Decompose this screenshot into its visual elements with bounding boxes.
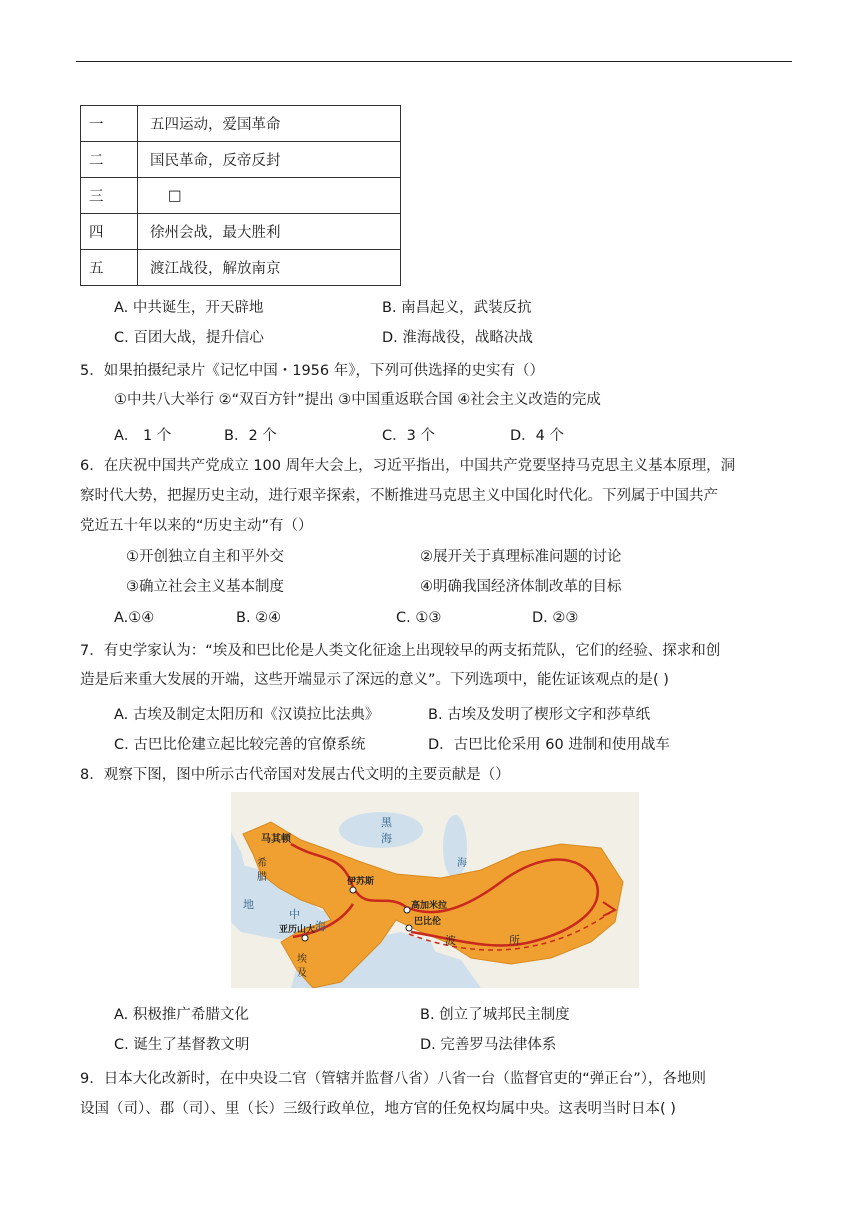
label-mediterranean-3: 海	[315, 920, 326, 933]
q7-stem-line2: 造是后来重大发展的开端，这些开端显示了深远的意义”。下列选项中，能佐证该观点的是( )	[80, 672, 669, 688]
label-egypt-1: 埃	[297, 954, 307, 965]
q7-option-c[interactable]: C. 古巴比伦建立起比较完善的官僚系统	[114, 737, 366, 753]
table-row	[81, 214, 401, 250]
label-babylon: 巴比伦	[414, 917, 442, 927]
q7-option-b[interactable]: B. 古埃及发明了楔形文字和莎草纸	[428, 707, 651, 723]
q6-option-b[interactable]: B. ②④	[236, 610, 282, 626]
table-row	[81, 178, 401, 214]
alexander-empire-map	[231, 792, 639, 988]
q4-option-d[interactable]: D. 淮海战役，战略决战	[382, 330, 533, 346]
label-black-2: 海	[381, 832, 392, 845]
label-egypt-2: 及	[297, 968, 307, 979]
label-persia-2: 所	[509, 934, 520, 947]
q5-option-d[interactable]: D．4 个	[510, 428, 564, 444]
label-mediterranean-1: 地	[243, 898, 254, 911]
q5-option-a[interactable]: A． 1 个	[114, 428, 172, 444]
q9-stem-line2: 设国（司）、郡（司）、里（长）三级行政单位，地方官的任免权均属中央。这表明当时日本( )	[80, 1101, 676, 1117]
q7-option-a[interactable]: A. 古埃及制定太阳历和《汉谟拉比法典》	[114, 707, 380, 723]
table-row-text: □	[138, 178, 401, 214]
q8-option-a[interactable]: A. 积极推广希腊文化	[114, 1007, 249, 1023]
q7-option-d[interactable]: D．古巴比伦采用 60 进制和使用战车	[428, 737, 670, 753]
table-row	[81, 142, 401, 178]
q4-option-b[interactable]: B. 南昌起义，武装反抗	[382, 300, 532, 316]
q8-option-c[interactable]: C. 诞生了基督教文明	[114, 1037, 250, 1053]
q7-stem-line1: 7．有史学家认为：“埃及和巴比伦是人类文化征途上出现较早的两支拓荒队，它们的经验、探求和创	[80, 643, 721, 659]
q6-stem-line1: 6．在庆祝中国共产党成立 100 周年大会上，习近平指出，中国共产党要坚持马克思主义基本原理，洞	[80, 458, 736, 474]
alexandria-marker	[302, 935, 308, 941]
q6-option-a[interactable]: A.①④	[114, 610, 155, 626]
label-mediterranean-2: 中	[289, 908, 300, 921]
q6-item-2: ②展开关于真理标准问题的讨论	[420, 549, 622, 565]
label-greece-1: 希	[257, 858, 267, 869]
q6-option-d[interactable]: D. ②③	[532, 610, 579, 626]
q8-option-b[interactable]: B. 创立了城邦民主制度	[420, 1007, 570, 1023]
table-row-number: 三	[81, 178, 138, 214]
q4-option-c[interactable]: C. 百团大战，提升信心	[114, 330, 264, 346]
q5-stem: 5．如果拍摄纪录片《记忆中国・1956 年》，下列可供选择的史实有（）	[80, 363, 544, 379]
header-rule	[76, 61, 792, 62]
q5-option-b[interactable]: B．2 个	[224, 428, 277, 444]
q6-stem-line2: 察时代大势，把握历史主动，进行艰辛探索，不断推进马克思主义中国化时代化。下列属于中国共产	[80, 488, 718, 504]
label-gaugamela: 高加米拉	[411, 901, 448, 911]
q4-option-a[interactable]: A. 中共诞生，开天辟地	[114, 300, 264, 316]
table-row	[81, 250, 401, 286]
q8-stem: 8．观察下图，图中所示古代帝国对发展古代文明的主要贡献是（）	[80, 767, 510, 783]
q6-item-4: ④明确我国经济体制改革的目标	[420, 579, 622, 595]
table-row-text: 国民革命，反帝反封	[138, 142, 401, 178]
label-macedonia: 马其顿	[261, 834, 291, 845]
q6-option-c[interactable]: C. ①③	[396, 610, 442, 626]
caspian-sea	[443, 815, 467, 879]
table-row	[81, 106, 401, 142]
history-table	[80, 105, 401, 286]
gaugamela-marker	[404, 907, 410, 913]
table-row-number: 五	[81, 250, 138, 286]
issus-marker	[350, 887, 356, 893]
label-alexandria: 亚历山大	[279, 925, 316, 935]
q6-item-3: ③确立社会主义基本制度	[126, 579, 284, 595]
q8-option-d[interactable]: D. 完善罗马法律体系	[420, 1037, 557, 1053]
q5-items: ①中共八大举行 ②“双百方针”提出 ③中国重返联合国 ④社会主义改造的完成	[114, 392, 601, 408]
label-greece-2: 腊	[257, 872, 267, 883]
q9-stem-line1: 9．日本大化改新时，在中央设二官（管辖并监督八省）八省一台（监督官吏的“弹正台”），各地则	[80, 1071, 706, 1087]
table-row-number: 二	[81, 142, 138, 178]
q6-item-1: ①开创独立自主和平外交	[126, 549, 284, 565]
table-row-text: 渡江战役，解放南京	[138, 250, 401, 286]
table-row-number: 四	[81, 214, 138, 250]
map-graphic	[231, 792, 639, 988]
label-issus: 伊苏斯	[347, 877, 375, 887]
label-caspian: 海	[457, 858, 467, 869]
table-row-text: 五四运动，爱国革命	[138, 106, 401, 142]
q5-option-c[interactable]: C．3 个	[382, 428, 435, 444]
table-row-text: 徐州会战，最大胜利	[138, 214, 401, 250]
q6-stem-line3: 党近五十年以来的“历史主动”有（）	[80, 518, 313, 534]
label-black-1: 黑	[381, 816, 392, 829]
label-persia-1: 波	[445, 934, 456, 947]
table-row-number: 一	[81, 106, 138, 142]
babylon-marker	[406, 925, 412, 931]
